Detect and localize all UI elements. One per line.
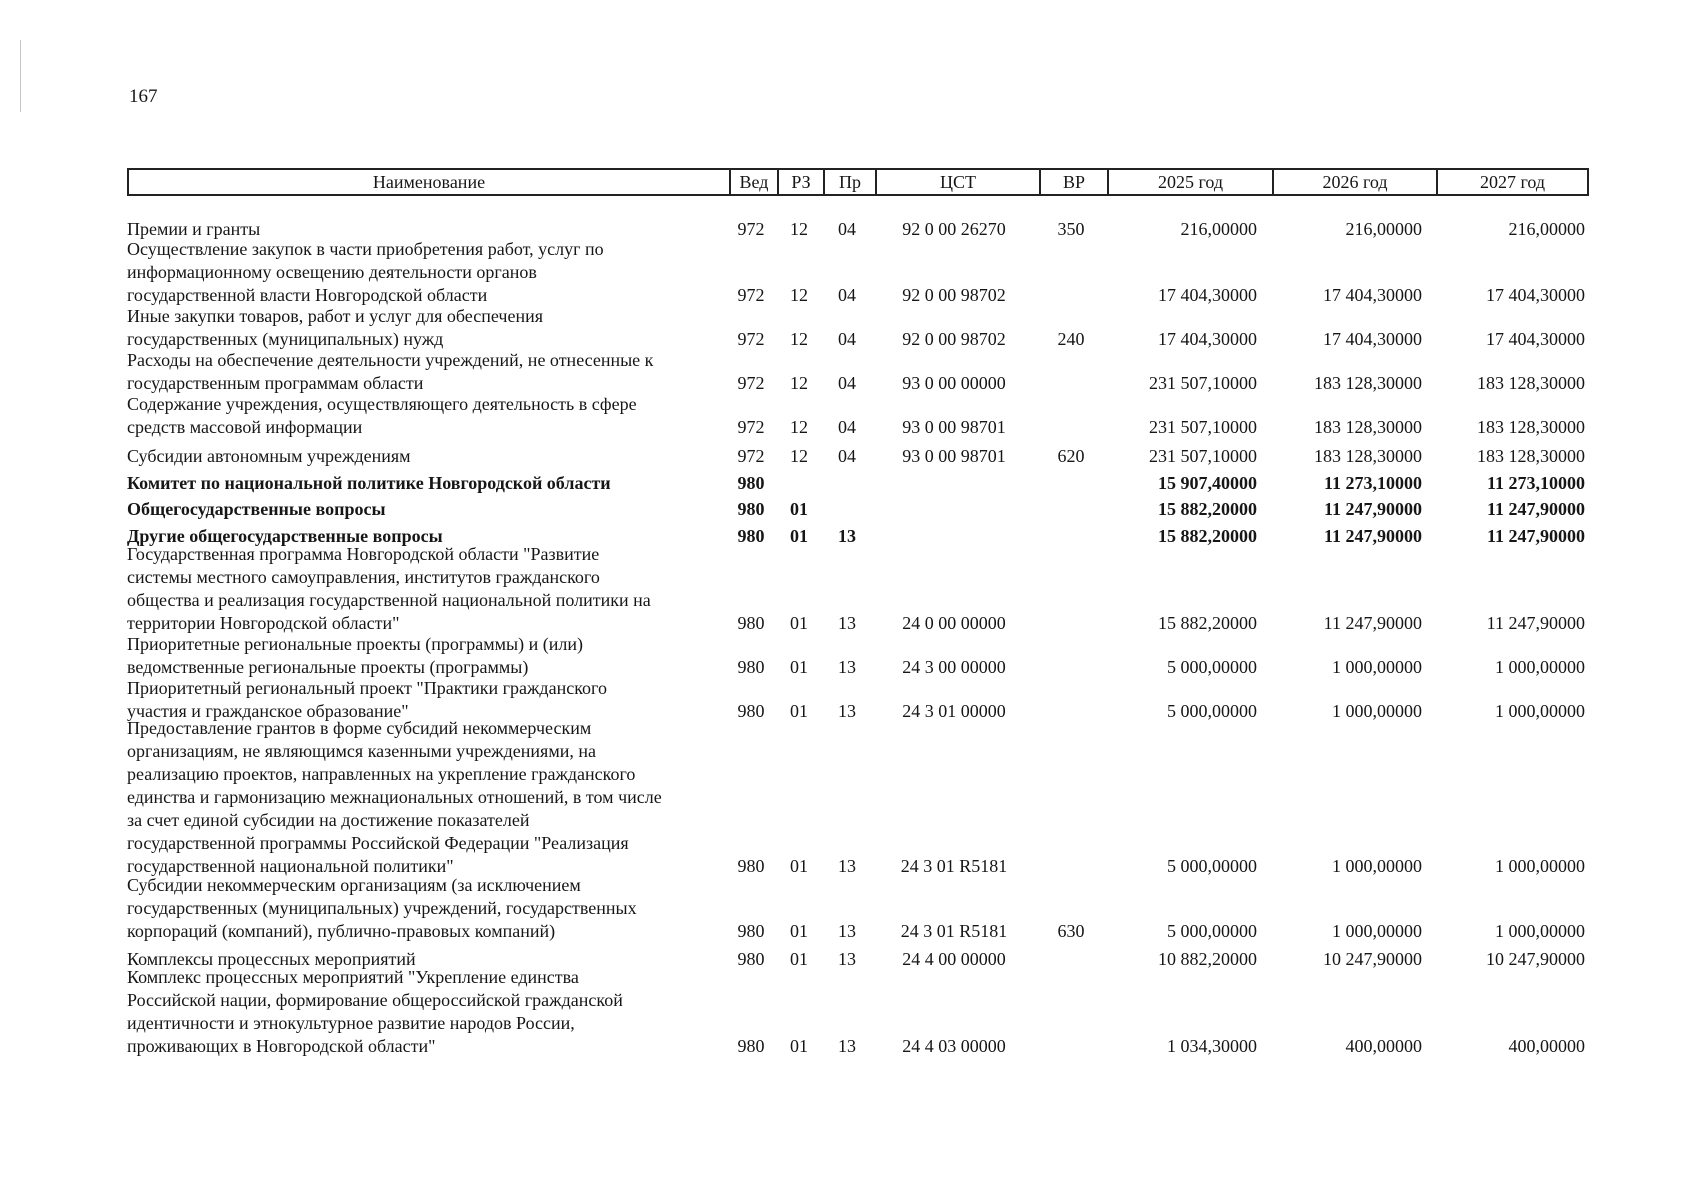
row-vr: 240 (1057, 329, 1085, 349)
row-pr: 04 (838, 285, 856, 305)
row-amount-2025: 15 882,20000 (1158, 613, 1257, 633)
row-amount-2027: 1 000,00000 (1495, 856, 1585, 876)
row-amount-2025: 216,00000 (1180, 219, 1257, 239)
header-y2025: 2025 год (1107, 170, 1272, 194)
row-amount-2027: 17 404,30000 (1486, 329, 1585, 349)
row-pr: 13 (838, 657, 856, 677)
row-rz: 01 (790, 701, 808, 721)
row-ved: 980 (737, 473, 765, 493)
header-pr: Пр (823, 170, 875, 194)
row-pr: 04 (838, 219, 856, 239)
row-name: Комплекс процессных мероприятий "Укрепление единства Российской нации, формирование общероссийской гражданской идентичности и этнокультурное развитие народов России, проживающих в Новгородской области" (127, 967, 623, 1056)
row-cst: 24 4 03 00000 (902, 1036, 1006, 1056)
row-name: Другие общегосударственные вопросы (127, 526, 443, 546)
row-amount-2025: 1 034,30000 (1167, 1036, 1257, 1056)
row-amount-2026: 183 128,30000 (1314, 446, 1422, 466)
row-cst: 93 0 00 00000 (902, 373, 1006, 393)
row-amount-2027: 216,00000 (1508, 219, 1585, 239)
row-amount-2027: 183 128,30000 (1477, 446, 1585, 466)
row-name: Приоритетный региональный проект "Практики гражданского участия и гражданское образование" (127, 678, 607, 721)
row-rz: 12 (790, 329, 808, 349)
row-name: Субсидии автономным учреждениям (127, 446, 411, 466)
row-amount-2026: 17 404,30000 (1323, 329, 1422, 349)
row-amount-2026: 11 247,90000 (1323, 613, 1422, 633)
table-row (127, 196, 1589, 1058)
row-cst: 92 0 00 98702 (902, 285, 1006, 305)
budget-table (127, 168, 1589, 1096)
row-pr: 04 (838, 329, 856, 349)
row-ved: 980 (737, 1036, 765, 1056)
row-cst: 24 4 00 00000 (902, 949, 1006, 969)
row-amount-2027: 183 128,30000 (1477, 417, 1585, 437)
row-cst: 24 3 01 R5181 (900, 856, 1008, 876)
row-name: Общегосударственные вопросы (127, 499, 386, 519)
row-amount-2027: 1 000,00000 (1495, 657, 1585, 677)
header-rz: РЗ (777, 170, 823, 194)
row-amount-2027: 400,00000 (1508, 1036, 1585, 1056)
table-header (127, 168, 1589, 196)
row-pr: 13 (838, 856, 856, 876)
header-cst: ЦСТ (875, 170, 1039, 194)
row-ved: 972 (737, 446, 765, 466)
row-amount-2027: 11 247,90000 (1486, 613, 1585, 633)
row-cst: 93 0 00 98701 (902, 417, 1006, 437)
row-amount-2026: 400,00000 (1345, 1036, 1422, 1056)
row-rz: 01 (790, 949, 808, 969)
row-ved: 980 (737, 526, 765, 546)
row-rz: 01 (790, 526, 808, 546)
row-ved: 972 (737, 329, 765, 349)
row-amount-2027: 11 273,10000 (1486, 473, 1585, 493)
row-amount-2025: 10 882,20000 (1158, 949, 1257, 969)
row-amount-2025: 5 000,00000 (1167, 701, 1257, 721)
row-amount-2026: 1 000,00000 (1332, 921, 1422, 941)
row-amount-2025: 5 000,00000 (1167, 657, 1257, 677)
row-amount-2026: 1 000,00000 (1332, 856, 1422, 876)
row-cst: 24 0 00 00000 (902, 613, 1006, 633)
header-vr: ВР (1039, 170, 1107, 194)
row-cst: 24 3 01 R5181 (900, 921, 1008, 941)
row-rz: 01 (790, 921, 808, 941)
row-rz: 01 (790, 856, 808, 876)
row-name: Содержание учреждения, осуществляющего деятельность в сфере средств массовой информации (127, 394, 637, 437)
row-name: Расходы на обеспечение деятельности учреждений, не отнесенные к государственным программам области (127, 350, 654, 393)
row-ved: 980 (737, 613, 765, 633)
row-amount-2026: 183 128,30000 (1314, 373, 1422, 393)
row-amount-2027: 11 247,90000 (1486, 526, 1585, 546)
row-ved: 980 (737, 657, 765, 677)
row-cst: 24 3 01 00000 (902, 701, 1006, 721)
row-vr: 630 (1057, 921, 1085, 941)
row-rz: 12 (790, 446, 808, 466)
row-rz: 12 (790, 219, 808, 239)
row-rz: 01 (790, 613, 808, 633)
page-number: 167 (129, 86, 158, 107)
row-name: Предоставление грантов в форме субсидий некоммерческим организациям, не являющимся казенными учреждениями, на реализацию проектов, направленных на укрепление гражданского единства и гармонизацию межнациональных отношений, в том числе за счет единой субсидии на достижение показателей государственной программы Российской Федерации "Реализация государственной национальной политики" (127, 718, 662, 876)
row-vr: 620 (1057, 446, 1085, 466)
header-y2026: 2026 год (1272, 170, 1436, 194)
row-pr: 13 (838, 701, 856, 721)
row-amount-2026: 216,00000 (1345, 219, 1422, 239)
row-cst: 92 0 00 26270 (902, 219, 1006, 239)
row-rz: 12 (790, 373, 808, 393)
row-cst: 92 0 00 98702 (902, 329, 1006, 349)
row-amount-2027: 10 247,90000 (1486, 949, 1585, 969)
row-pr: 13 (838, 526, 856, 546)
row-amount-2026: 11 247,90000 (1323, 526, 1422, 546)
row-pr: 04 (838, 446, 856, 466)
row-amount-2025: 231 507,10000 (1149, 417, 1257, 437)
row-pr: 13 (838, 949, 856, 969)
row-rz: 01 (790, 499, 808, 519)
row-amount-2027: 183 128,30000 (1477, 373, 1585, 393)
row-amount-2025: 15 882,20000 (1158, 526, 1257, 546)
row-amount-2025: 15 907,40000 (1158, 473, 1257, 493)
row-cst: 24 3 00 00000 (902, 657, 1006, 677)
row-amount-2025: 231 507,10000 (1149, 446, 1257, 466)
row-name: Приоритетные региональные проекты (программы) и (или) ведомственные региональные проекты (программы) (127, 634, 583, 677)
row-name: Субсидии некоммерческим организациям (за исключением государственных (муниципальных) учреждений, государственных корпораций (компаний), публично-правовых компаний) (127, 875, 637, 941)
row-pr: 13 (838, 921, 856, 941)
row-pr: 04 (838, 417, 856, 437)
row-amount-2026: 17 404,30000 (1323, 285, 1422, 305)
row-rz: 01 (790, 657, 808, 677)
row-name: Осуществление закупок в части приобретения работ, услуг по информационному освещению деятельности органов государственной власти Новгородской области (127, 239, 604, 305)
header-ved: Вед (729, 170, 777, 194)
row-amount-2026: 11 247,90000 (1323, 499, 1422, 519)
row-vr: 350 (1057, 219, 1085, 239)
row-amount-2025: 17 404,30000 (1158, 285, 1257, 305)
row-amount-2025: 231 507,10000 (1149, 373, 1257, 393)
row-name: Комитет по национальной политике Новгородской области (127, 473, 611, 493)
row-name: Государственная программа Новгородской области "Развитие системы местного самоуправления, институтов гражданского общества и реализация государственной национальной политики на территории Новгородской области" (127, 544, 651, 633)
scan-edge-mark (20, 40, 21, 112)
table-body (127, 196, 1589, 1096)
row-pr: 13 (838, 613, 856, 633)
row-pr: 04 (838, 373, 856, 393)
row-amount-2027: 1 000,00000 (1495, 921, 1585, 941)
row-amount-2025: 17 404,30000 (1158, 329, 1257, 349)
header-y2027: 2027 год (1436, 170, 1587, 194)
row-ved: 980 (737, 499, 765, 519)
row-amount-2026: 10 247,90000 (1323, 949, 1422, 969)
row-amount-2026: 183 128,30000 (1314, 417, 1422, 437)
row-amount-2025: 5 000,00000 (1167, 921, 1257, 941)
row-ved: 972 (737, 285, 765, 305)
row-amount-2025: 15 882,20000 (1158, 499, 1257, 519)
header-name: Наименование (372, 172, 486, 192)
row-rz: 12 (790, 285, 808, 305)
row-amount-2025: 5 000,00000 (1167, 856, 1257, 876)
row-amount-2027: 17 404,30000 (1486, 285, 1585, 305)
row-name: Премии и гранты (127, 219, 261, 239)
row-amount-2027: 11 247,90000 (1486, 499, 1585, 519)
row-ved: 980 (737, 949, 765, 969)
row-ved: 972 (737, 373, 765, 393)
row-amount-2026: 11 273,10000 (1323, 473, 1422, 493)
row-ved: 972 (737, 417, 765, 437)
row-cst: 93 0 00 98701 (902, 446, 1006, 466)
row-pr: 13 (838, 1036, 856, 1056)
row-name: Иные закупки товаров, работ и услуг для обеспечения государственных (муниципальных) нужд (127, 306, 543, 349)
row-ved: 980 (737, 921, 765, 941)
row-rz: 01 (790, 1036, 808, 1056)
row-name: Комплексы процессных мероприятий (127, 949, 416, 969)
row-amount-2027: 1 000,00000 (1495, 701, 1585, 721)
row-rz: 12 (790, 417, 808, 437)
row-ved: 980 (737, 701, 765, 721)
row-amount-2026: 1 000,00000 (1332, 657, 1422, 677)
row-ved: 980 (737, 856, 765, 876)
row-ved: 972 (737, 219, 765, 239)
row-amount-2026: 1 000,00000 (1332, 701, 1422, 721)
